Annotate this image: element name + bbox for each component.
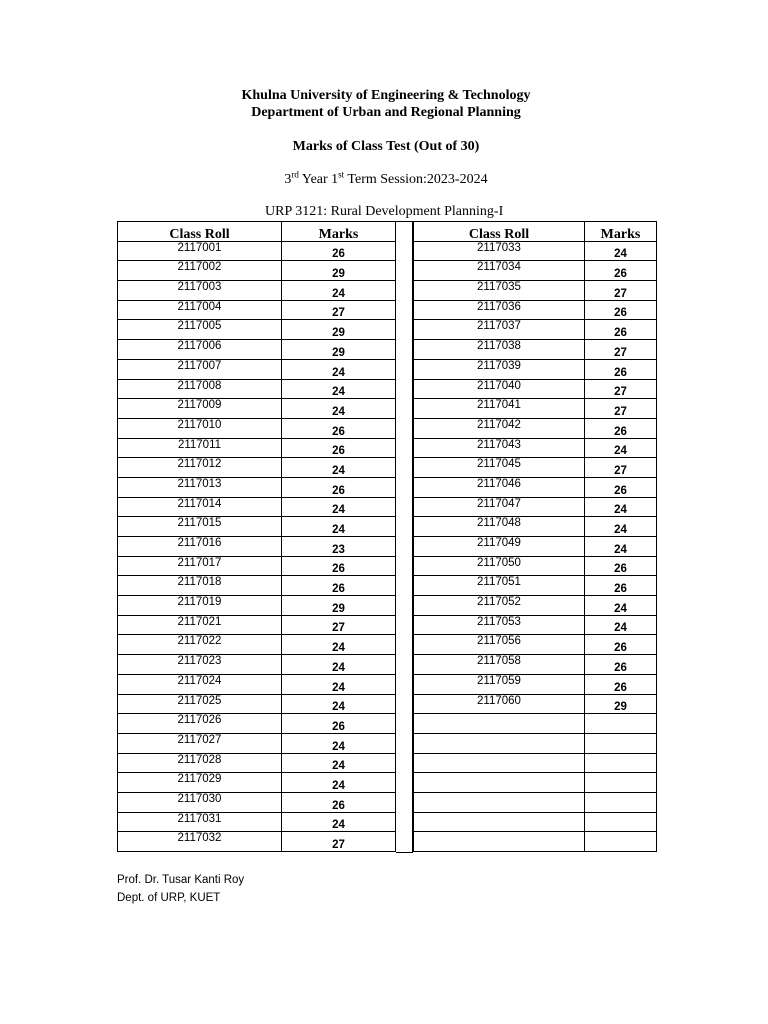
table-row — [414, 359, 657, 379]
table-row — [414, 773, 657, 793]
marks-cell: 26 — [585, 674, 657, 694]
class-roll-cell: 2117013 — [118, 477, 282, 497]
class-roll-cell: 2117045 — [414, 458, 585, 478]
table-row — [414, 340, 657, 360]
marks-cell: 23 — [282, 537, 396, 557]
marks-cell: 24 — [282, 517, 396, 537]
marks-cell: 27 — [585, 281, 657, 301]
table-row — [414, 674, 657, 694]
session-year-sup: rd — [291, 169, 299, 180]
marks-cell: 29 — [282, 261, 396, 281]
marks-cell — [585, 733, 657, 753]
class-roll-cell: 2117030 — [118, 792, 282, 812]
session-year-num: 3 — [284, 172, 292, 187]
class-roll-cell: 2117006 — [118, 340, 282, 360]
class-roll-cell: 2117032 — [118, 832, 282, 852]
marks-cell: 24 — [282, 694, 396, 714]
class-roll-cell: 2117049 — [414, 537, 585, 557]
table-row — [118, 576, 396, 596]
marks-cell: 26 — [282, 241, 396, 261]
marks-cell: 26 — [585, 635, 657, 655]
table-row — [414, 576, 657, 596]
table-row — [118, 418, 396, 438]
class-roll-cell: 2117043 — [414, 438, 585, 458]
class-roll-cell: 2117039 — [414, 359, 585, 379]
marks-cell: 24 — [585, 438, 657, 458]
marks-cell: 24 — [585, 596, 657, 616]
class-roll-cell — [414, 812, 585, 832]
session-term-sup: st — [338, 169, 345, 180]
class-roll-cell: 2117021 — [118, 615, 282, 635]
marks-cell: 24 — [282, 379, 396, 399]
table-row — [118, 340, 396, 360]
marks-table-right — [413, 221, 657, 852]
class-roll-cell — [414, 733, 585, 753]
marks-cell: 27 — [282, 300, 396, 320]
class-roll-cell: 2117025 — [118, 694, 282, 714]
class-roll-cell: 2117015 — [118, 517, 282, 537]
marks-cell: 26 — [282, 418, 396, 438]
marks-cell: 24 — [282, 753, 396, 773]
session-term-rest: Term Session:2023-2024 — [344, 172, 488, 187]
marks-cell: 26 — [282, 477, 396, 497]
class-roll-cell: 2117048 — [414, 517, 585, 537]
table-row — [118, 792, 396, 812]
class-roll-cell: 2117024 — [118, 674, 282, 694]
marks-cell: 24 — [585, 537, 657, 557]
table-row — [118, 714, 396, 734]
marks-cell — [585, 812, 657, 832]
table-row — [118, 556, 396, 576]
class-roll-cell: 2117016 — [118, 537, 282, 557]
table-row — [414, 753, 657, 773]
marks-cell: 26 — [585, 655, 657, 675]
marks-cell: 27 — [282, 615, 396, 635]
class-roll-cell: 2117053 — [414, 615, 585, 635]
class-roll-cell: 2117036 — [414, 300, 585, 320]
marks-cell: 26 — [282, 438, 396, 458]
table-row — [414, 281, 657, 301]
table-row — [414, 812, 657, 832]
table-row — [118, 399, 396, 419]
class-roll-cell: 2117003 — [118, 281, 282, 301]
table-row — [118, 517, 396, 537]
marks-cell: 24 — [282, 674, 396, 694]
session-year-word: Year 1 — [298, 172, 339, 187]
marks-cell: 24 — [585, 241, 657, 261]
marks-cell: 26 — [282, 556, 396, 576]
marks-cell — [585, 714, 657, 734]
course-title: URP 3121: Rural Development Planning-I — [265, 204, 504, 219]
class-roll-cell: 2117019 — [118, 596, 282, 616]
marks-cell: 26 — [585, 477, 657, 497]
marks-cell — [585, 832, 657, 852]
class-roll-cell: 2117051 — [414, 576, 585, 596]
signature-dept: Dept. of URP, KUET — [117, 892, 221, 904]
table-row — [118, 241, 396, 261]
class-roll-cell: 2117041 — [414, 399, 585, 419]
marks-cell: 24 — [282, 497, 396, 517]
class-roll-cell: 2117033 — [414, 241, 585, 261]
table-row — [118, 753, 396, 773]
department-name: Department of Urban and Regional Planning — [251, 105, 521, 120]
table-row — [414, 615, 657, 635]
table-row — [118, 674, 396, 694]
marks-cell: 27 — [282, 832, 396, 852]
class-roll-cell: 2117018 — [118, 576, 282, 596]
class-roll-cell: 2117031 — [118, 812, 282, 832]
table-row — [118, 733, 396, 753]
table-row — [118, 812, 396, 832]
class-roll-cell: 2117038 — [414, 340, 585, 360]
table-row — [414, 399, 657, 419]
marks-cell — [585, 753, 657, 773]
marks-cell: 26 — [585, 261, 657, 281]
marks-cell: 24 — [282, 399, 396, 419]
table-row — [414, 832, 657, 852]
marks-cell: 29 — [585, 694, 657, 714]
table-row — [414, 596, 657, 616]
class-roll-cell: 2117023 — [118, 655, 282, 675]
table-row — [414, 261, 657, 281]
marks-cell: 27 — [585, 379, 657, 399]
table-row — [118, 379, 396, 399]
col-header-roll: Class Roll — [414, 222, 585, 242]
table-row — [118, 359, 396, 379]
table-row — [414, 477, 657, 497]
class-roll-cell — [414, 753, 585, 773]
class-roll-cell: 2117056 — [414, 635, 585, 655]
class-roll-cell: 2117028 — [118, 753, 282, 773]
table-row — [118, 320, 396, 340]
table-row — [118, 477, 396, 497]
table-row — [118, 773, 396, 793]
class-roll-cell: 2117011 — [118, 438, 282, 458]
table-row — [118, 438, 396, 458]
class-roll-cell: 2117007 — [118, 359, 282, 379]
table-row — [118, 281, 396, 301]
marks-cell: 27 — [585, 399, 657, 419]
table-row — [414, 694, 657, 714]
class-roll-cell: 2117040 — [414, 379, 585, 399]
session-line — [0, 169, 768, 188]
table-row — [118, 458, 396, 478]
marks-cell: 24 — [585, 517, 657, 537]
marks-cell: 29 — [282, 320, 396, 340]
class-roll-cell: 2117052 — [414, 596, 585, 616]
class-roll-cell: 2117010 — [118, 418, 282, 438]
marks-cell: 26 — [585, 359, 657, 379]
class-roll-cell: 2117005 — [118, 320, 282, 340]
col-header-roll: Class Roll — [118, 222, 282, 242]
marks-cell: 27 — [585, 458, 657, 478]
table-row — [414, 379, 657, 399]
table-row — [414, 418, 657, 438]
class-roll-cell: 2117026 — [118, 714, 282, 734]
marks-cell: 24 — [282, 635, 396, 655]
class-roll-cell: 2117008 — [118, 379, 282, 399]
class-roll-cell — [414, 714, 585, 734]
table-row — [118, 537, 396, 557]
table-row — [414, 300, 657, 320]
marks-cell: 24 — [282, 733, 396, 753]
col-header-marks: Marks — [585, 222, 657, 242]
table-row — [414, 320, 657, 340]
table-row — [414, 635, 657, 655]
table-spacer — [396, 221, 413, 853]
class-roll-cell: 2117012 — [118, 458, 282, 478]
class-roll-cell: 2117014 — [118, 497, 282, 517]
col-header-marks: Marks — [282, 222, 396, 242]
marks-cell: 26 — [282, 714, 396, 734]
class-roll-cell — [414, 773, 585, 793]
marks-cell: 26 — [585, 556, 657, 576]
marks-cell: 29 — [282, 340, 396, 360]
marks-cell: 24 — [282, 655, 396, 675]
marks-cell: 24 — [282, 359, 396, 379]
table-row — [414, 458, 657, 478]
table-row — [118, 832, 396, 852]
table-row — [414, 517, 657, 537]
class-roll-cell: 2117002 — [118, 261, 282, 281]
university-name: Khulna University of Engineering & Technology — [241, 88, 531, 103]
class-roll-cell: 2117029 — [118, 773, 282, 793]
class-roll-cell: 2117027 — [118, 733, 282, 753]
table-row — [414, 792, 657, 812]
marks-cell: 26 — [282, 792, 396, 812]
table-row — [414, 438, 657, 458]
table-row — [414, 714, 657, 734]
class-roll-cell: 2117060 — [414, 694, 585, 714]
table-row — [118, 596, 396, 616]
marks-table-left — [117, 221, 396, 852]
marks-cell: 24 — [282, 458, 396, 478]
marks-cell: 26 — [282, 576, 396, 596]
class-roll-cell: 2117035 — [414, 281, 585, 301]
class-roll-cell: 2117017 — [118, 556, 282, 576]
table-row — [414, 497, 657, 517]
class-roll-cell: 2117059 — [414, 674, 585, 694]
class-roll-cell: 2117047 — [414, 497, 585, 517]
signature-name: Prof. Dr. Tusar Kanti Roy — [117, 874, 245, 886]
class-roll-cell: 2117009 — [118, 399, 282, 419]
class-roll-cell: 2117058 — [414, 655, 585, 675]
class-roll-cell — [414, 792, 585, 812]
class-roll-cell: 2117046 — [414, 477, 585, 497]
class-roll-cell: 2117034 — [414, 261, 585, 281]
class-roll-cell: 2117004 — [118, 300, 282, 320]
document-title: Marks of Class Test (Out of 30) — [292, 139, 480, 154]
table-row — [414, 537, 657, 557]
table-row — [414, 241, 657, 261]
table-row — [414, 733, 657, 753]
table-row — [118, 655, 396, 675]
class-roll-cell: 2117022 — [118, 635, 282, 655]
class-roll-cell: 2117037 — [414, 320, 585, 340]
marks-cell: 26 — [585, 320, 657, 340]
table-row — [414, 655, 657, 675]
table-row — [118, 300, 396, 320]
marks-cell: 24 — [585, 615, 657, 635]
marks-cell — [585, 773, 657, 793]
marks-cell: 26 — [585, 418, 657, 438]
marks-cell: 26 — [585, 300, 657, 320]
table-row — [118, 261, 396, 281]
table-row — [118, 615, 396, 635]
marks-cell: 27 — [585, 340, 657, 360]
table-row — [118, 694, 396, 714]
class-roll-cell: 2117001 — [118, 241, 282, 261]
class-roll-cell: 2117050 — [414, 556, 585, 576]
marks-cell: 24 — [282, 281, 396, 301]
marks-cell: 29 — [282, 596, 396, 616]
table-row — [118, 635, 396, 655]
table-row — [414, 556, 657, 576]
table-row — [118, 497, 396, 517]
marks-cell: 26 — [585, 576, 657, 596]
class-roll-cell — [414, 832, 585, 852]
class-roll-cell: 2117042 — [414, 418, 585, 438]
marks-cell: 24 — [282, 773, 396, 793]
marks-cell: 24 — [282, 812, 396, 832]
marks-cell — [585, 792, 657, 812]
marks-cell: 24 — [585, 497, 657, 517]
